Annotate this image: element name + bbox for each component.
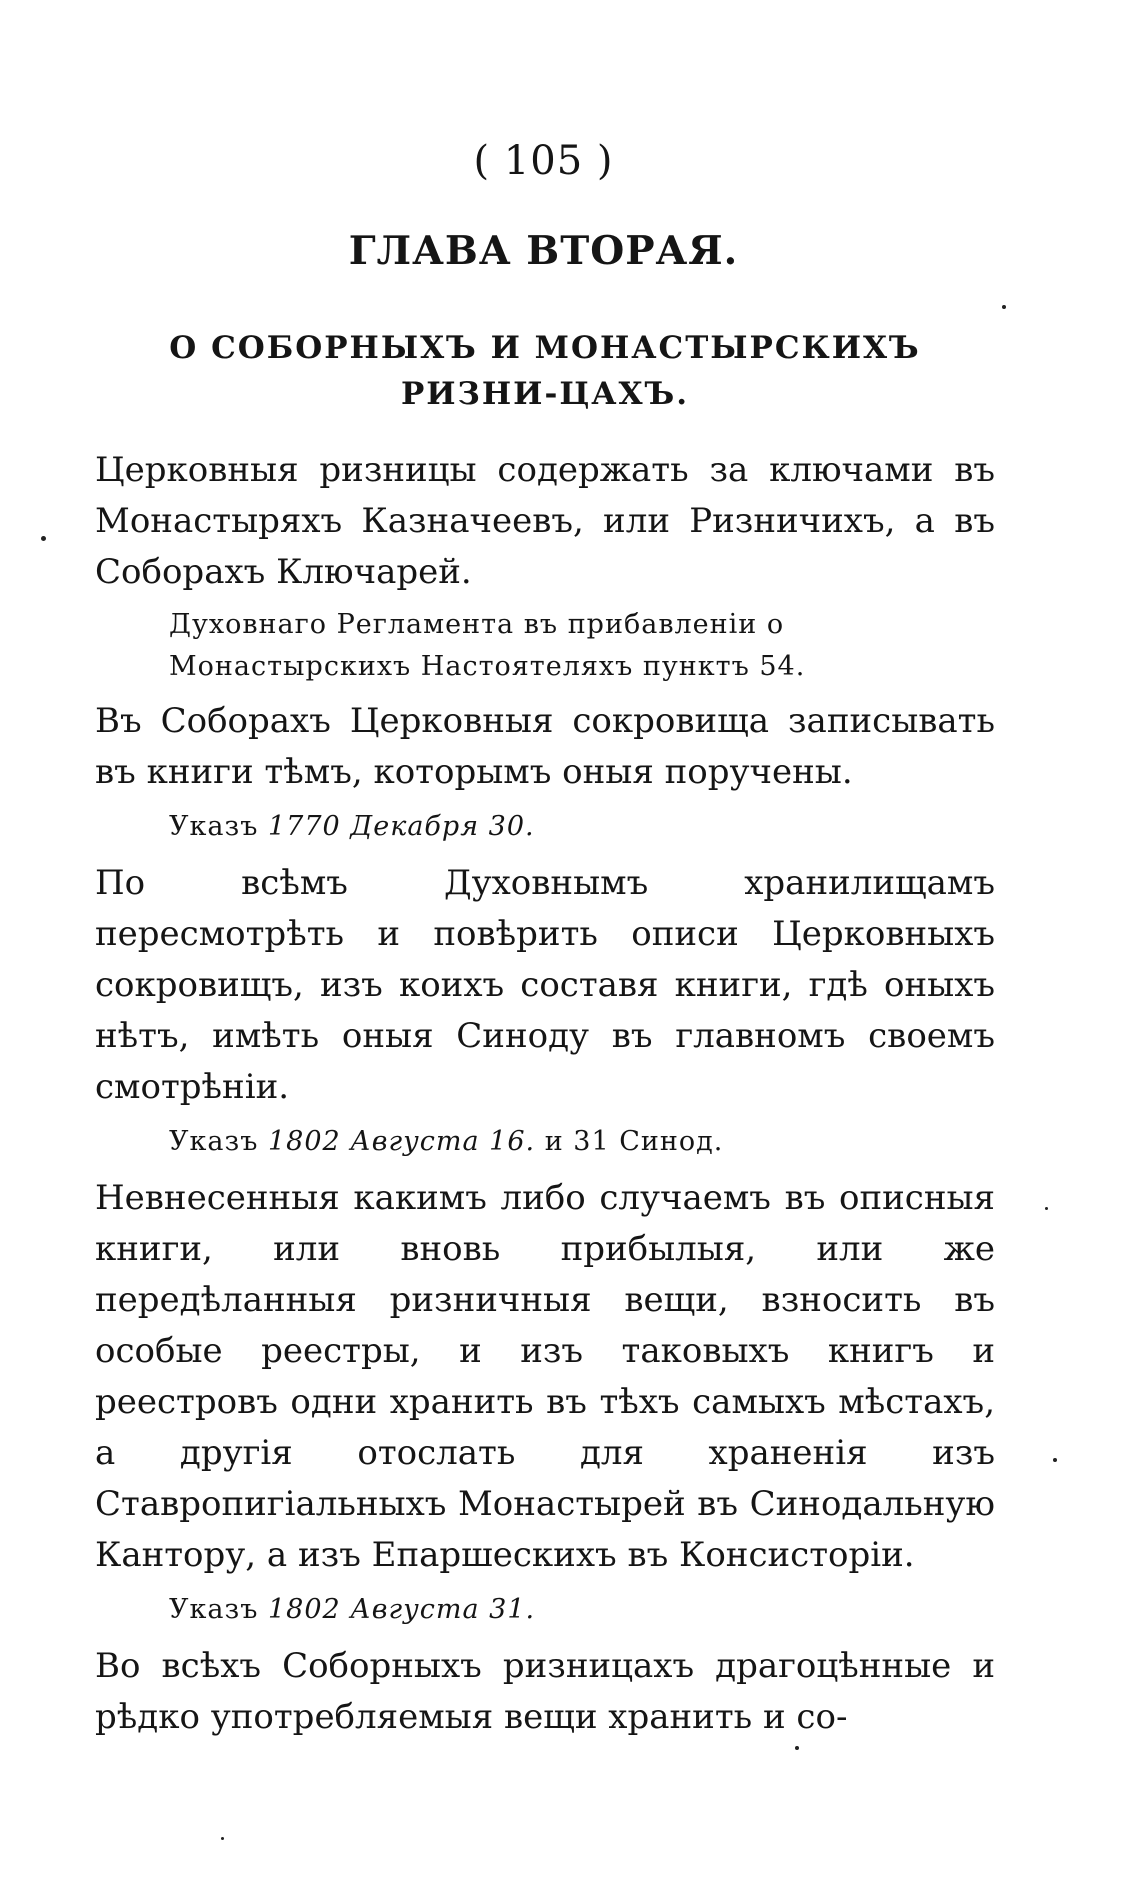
scan-speck [795,1746,799,1750]
scan-speck [1053,1458,1057,1462]
citation-3-label: Указъ [169,1126,259,1157]
citation-2-date: 1770 Декабря 30. [267,811,535,842]
paragraph-2: Въ Соборахъ Церковныя сокровища записывать въ книги тѣмъ, которымъ оныя поручены. [95,701,995,792]
citation-3-suffix: и 31 Синод. [544,1126,724,1157]
citation-1: Духовнаго Регламента въ прибавленіи о Монастырскихъ Настоятеляхъ пунктъ 54. [169,609,806,682]
citation-4 [95,1589,995,1631]
citation-4-date: 1802 Августа 31. [267,1594,536,1625]
scan-speck [221,1837,224,1840]
paragraph-4: Невнесенныя какимъ либо случаемъ въ описныя книги, или вновь прибылыя, или же передѣланныя ризничныя вещи, взносить въ особые реестры, и изъ таковыхъ книгъ и реестровъ одни хранить въ тѣхъ самыхъ мѣстахъ, а другія отослать для храненія изъ Ставропигіальныхъ Монастырей въ Синодальную Кантору, а изъ Епаршескихъ въ Консисторіи. [95,1178,995,1575]
citation-4-label: Указъ [169,1594,259,1625]
document-body [95,445,995,1743]
citation-2-label: Указъ [169,811,259,842]
page-number: ( 105 ) [473,138,614,184]
chapter-title: ГЛАВА ВТОРАЯ. [348,228,739,274]
scan-speck [1002,305,1006,309]
citation-2 [95,806,995,848]
paragraph-1: Церковныя ризницы содержать за ключами въ Монастыряхъ Казначеевъ, или Ризничихъ, а въ Соборахъ Ключарей. [95,450,995,592]
paragraph-3: По всѣмъ Духовнымъ хранилищамъ пересмотрѣть и повѣрить описи Церковныхъ сокровищъ, изъ коихъ составя книги, гдѣ оныхъ нѣтъ, имѣть оныя Синоду въ главномъ своемъ смотрѣніи. [95,863,995,1107]
scan-speck [1045,1207,1048,1210]
citation-3-date: 1802 Августа 16. [267,1126,536,1157]
section-title: О СОБОРНЫХЪ И МОНАСТЫРСКИХЪ РИЗНИ-ЦАХЪ. [169,330,921,412]
scan-speck [41,536,46,541]
paragraph-5: Во всѣхъ Соборныхъ ризницахъ драгоцѣнные и рѣдко употребляемыя вещи хранить и со- [95,1646,995,1737]
citation-3 [95,1121,995,1163]
